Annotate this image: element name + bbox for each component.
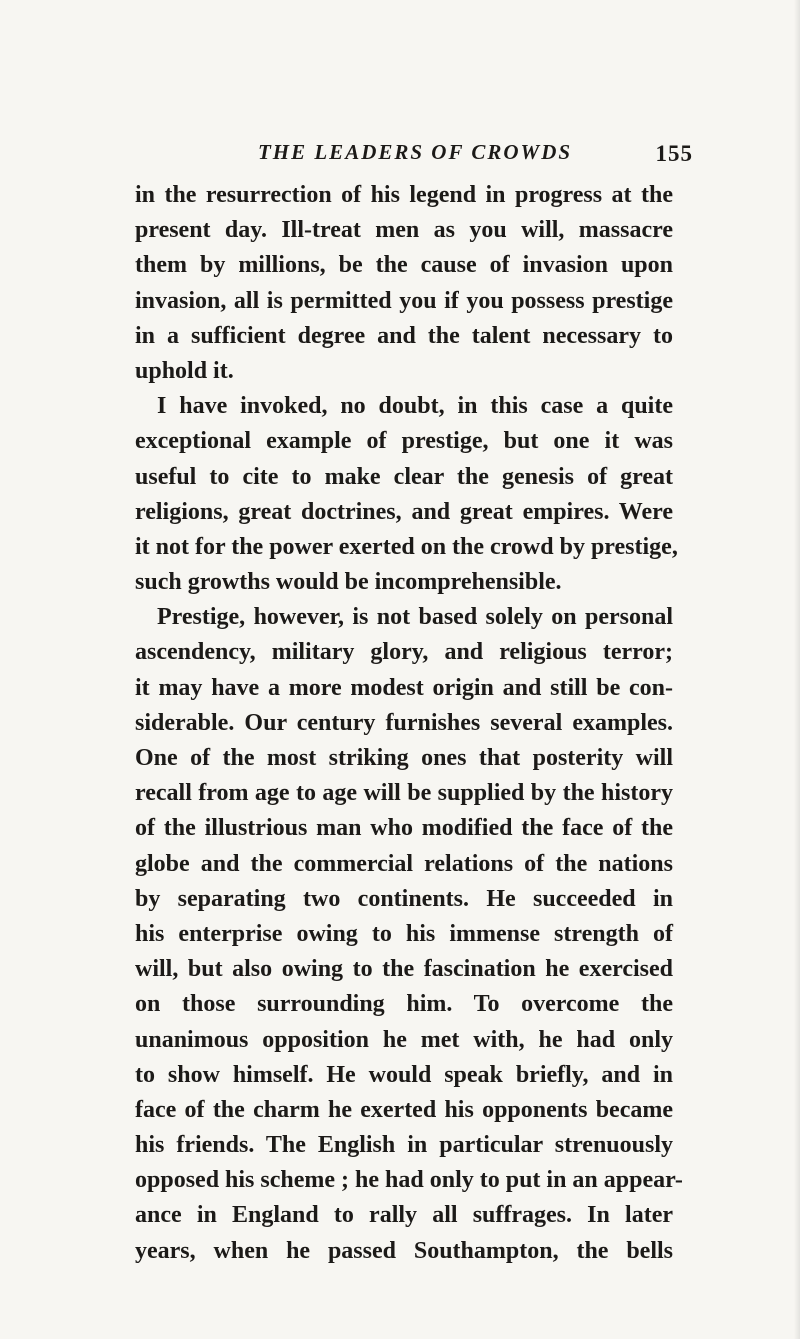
text-line: Prestige, however, is not based solely on personal: [157, 604, 673, 631]
text-line: ascendency, military glory, and religious terror;: [135, 639, 673, 666]
text-line: invasion, all is permitted you if you possess prestige: [135, 287, 673, 314]
text-line: One of the most striking ones that posterity will: [135, 745, 673, 771]
text-line: face of the charm he exerted his opponents became: [135, 1096, 673, 1123]
running-title: THE LEADERS OF CROWDS: [257, 140, 573, 164]
text-line: in the resurrection of his legend in progress at the: [135, 182, 673, 208]
text-line: unanimous opposition he met with, he had only: [135, 1026, 673, 1053]
text-line: religions, great doctrines, and great empires. Were: [135, 498, 673, 525]
text-line: siderable. Our century furnishes several examples.: [135, 709, 673, 736]
text-line: such growths would be incomprehensible.: [135, 569, 562, 596]
text-line: his enterprise owing to his immense strength of: [135, 920, 673, 947]
page-number: 155: [655, 141, 693, 166]
text-line: present day. Ill-treat men as you will, massacre: [135, 217, 673, 244]
text-line: them by millions, be the cause of invasion upon: [135, 252, 673, 279]
text-line: I have invoked, no doubt, in this case a quite: [157, 393, 673, 420]
text-line: it may have a more modest origin and still be con-: [135, 674, 673, 701]
text-line: of the illustrious man who modified the face of the: [135, 815, 673, 842]
text-line: on those surrounding him. To overcome the: [135, 991, 673, 1018]
text-line: uphold it.: [135, 357, 234, 384]
text-line: in a sufficient degree and the talent necessary to: [135, 322, 673, 349]
text-line: by separating two continents. He succeeded in: [135, 885, 673, 912]
text-line: years, when he passed Southampton, the bells: [135, 1237, 673, 1264]
text-line: his friends. The English in particular strenuously: [135, 1132, 673, 1159]
text-line: recall from age to age will be supplied by the history: [135, 780, 673, 807]
text-line: ance in England to rally all suffrages. In later: [135, 1202, 673, 1229]
text-line: to show himself. He would speak briefly, and in: [135, 1061, 673, 1088]
text-line: exceptional example of prestige, but one it was: [135, 428, 673, 455]
page-edge-shadow: [794, 0, 800, 1339]
text-line: useful to cite to make clear the genesis of great: [135, 463, 673, 490]
text-line: opposed his scheme ; he had only to put in an appear-: [135, 1167, 683, 1194]
text-line: it not for the power exerted on the crowd by prestige,: [135, 533, 678, 560]
text-line: globe and the commercial relations of the nations: [135, 850, 673, 877]
body-text: [135, 178, 683, 1269]
text-line: will, but also owing to the fascination he exercised: [135, 956, 673, 983]
